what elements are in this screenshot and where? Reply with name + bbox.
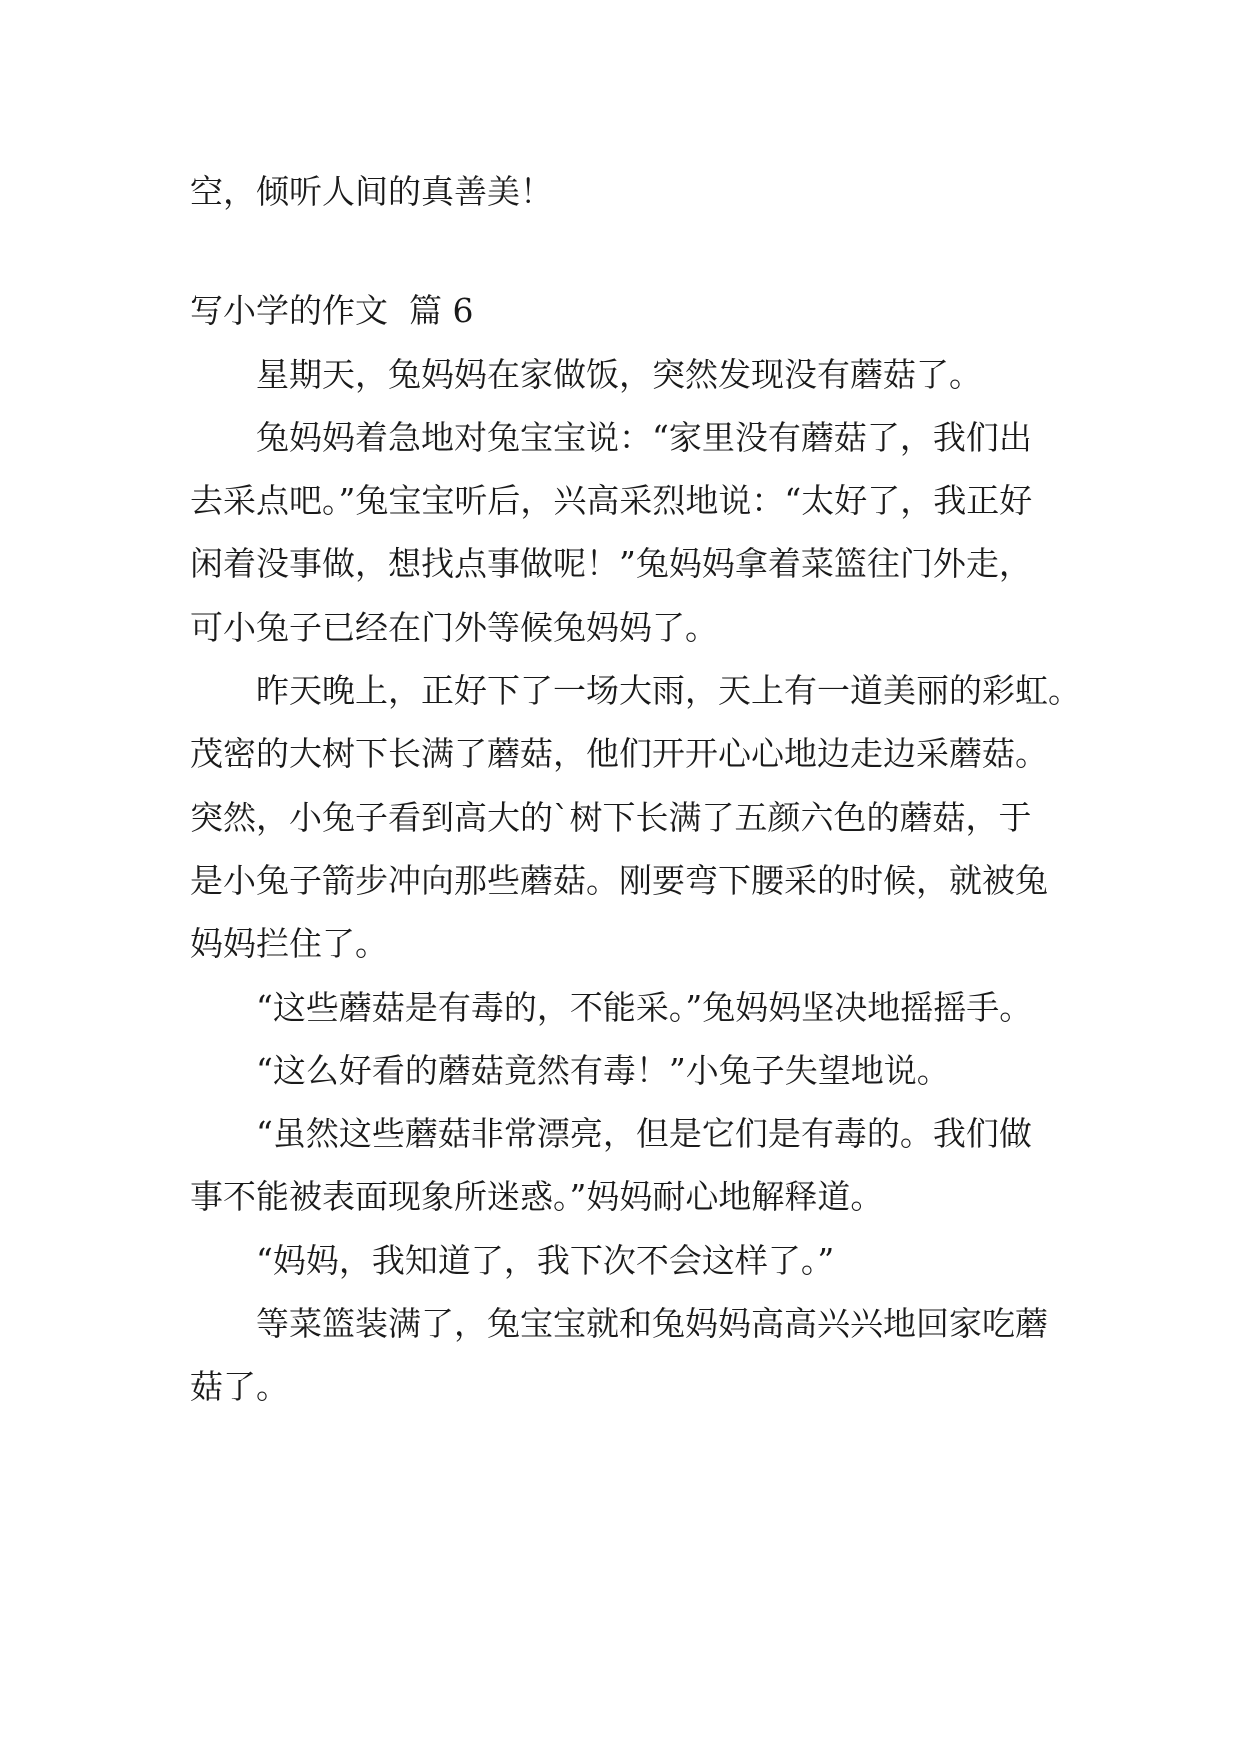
paragraph-line: 闲着没事做，想找点事做呢！”兔妈妈拿着菜篮往门外走， [190, 544, 1032, 584]
paragraph [190, 343, 1070, 406]
paragraph-line: “这么好看的蘑菇竟然有毒！”小兔子失望地说。 [256, 1050, 950, 1090]
document-body [190, 160, 1081, 1419]
paragraph [190, 1039, 1070, 1102]
paragraph-line: 妈妈拦住了。 [190, 924, 388, 964]
paragraph-line: 是小兔子箭步冲向那些蘑菇。刚要弯下腰采的时候，就被兔 [190, 860, 1048, 900]
paragraph-line: 突然，小兔子看到高大的`树下长满了五颜六色的蘑菇，于 [190, 797, 1032, 837]
paragraph-line: 去采点吧。”兔宝宝听后，兴高采烈地说：“太好了，我正好 [190, 481, 1033, 521]
paragraph-line: 昨天晚上，正好下了一场大雨，天上有一道美丽的彩虹。 [256, 671, 1081, 711]
paragraph-line: “虽然这些蘑菇非常漂亮，但是它们是有毒的。我们做 [256, 1114, 1032, 1154]
paragraph-line: 事不能被表面现象所迷惑。”妈妈耐心地解释道。 [190, 1177, 884, 1217]
section-gap [190, 223, 1070, 279]
paragraph-line: 等菜篮装满了，兔宝宝就和兔妈妈高高兴兴地回家吃蘑 [256, 1304, 1048, 1344]
paragraph-line: 星期天，兔妈妈在家做饭，突然发现没有蘑菇了。 [256, 354, 982, 394]
paragraph [190, 1229, 1070, 1292]
paragraph [190, 1102, 1070, 1229]
paragraph [190, 406, 1070, 659]
paragraph-line: “妈妈，我知道了，我下次不会这样了。” [256, 1240, 835, 1280]
paragraph-line: “这些蘑菇是有毒的，不能采。”兔妈妈坚决地摇摇手。 [256, 987, 1033, 1027]
paragraph-line: 茂密的大树下长满了蘑菇，他们开开心心地边走边采蘑菇。 [190, 734, 1048, 774]
previous-section-tail: 空，倾听人间的真善美！ [190, 172, 553, 211]
paragraph-line: 可小兔子已经在门外等候兔妈妈了。 [190, 607, 718, 647]
paragraph [190, 1292, 1070, 1419]
paragraph [190, 976, 1070, 1039]
paragraph [190, 659, 1081, 975]
paragraph-line: 兔妈妈着急地对兔宝宝说：“家里没有蘑菇了，我们出 [256, 417, 1032, 457]
section-title: 写小学的作文 篇 6 [190, 291, 474, 331]
paragraph-line: 菇了。 [190, 1367, 289, 1407]
